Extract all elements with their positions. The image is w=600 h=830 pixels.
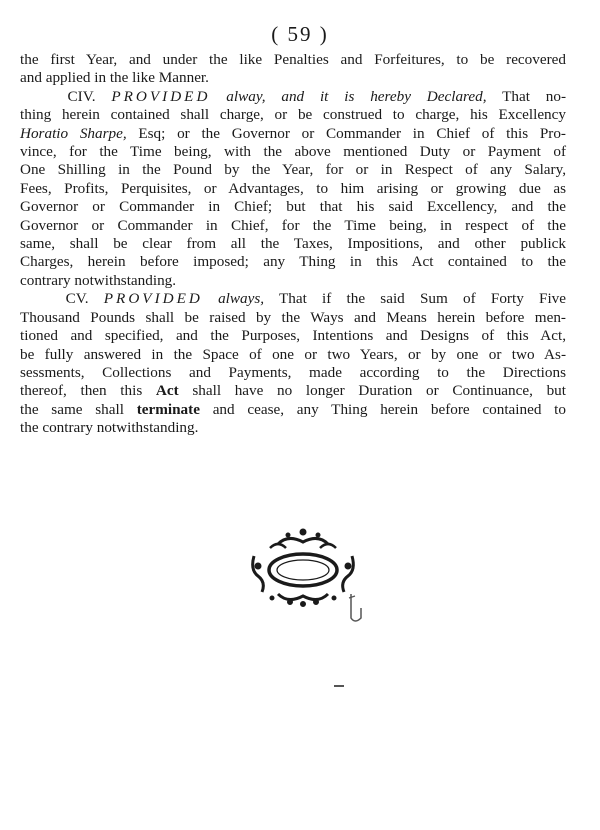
printers-ornament-icon bbox=[248, 526, 358, 610]
text-line: same, shall be clear from all the Taxes, Impositions, and other publick bbox=[20, 235, 566, 253]
text-line: Thousand Pounds shall be raised by the Ways and Means herein before men- bbox=[20, 308, 566, 326]
section-number: CIV. bbox=[67, 87, 96, 105]
text-line: Fees, Profits, Perquisites, or Advantages, to him arising or growing due as bbox=[20, 179, 566, 197]
text-line: thing herein contained shall charge, or be construed to charge, his Excellency bbox=[20, 106, 566, 124]
text-line: the contrary notwithstanding. bbox=[20, 419, 199, 437]
stray-ink-mark-icon bbox=[345, 590, 369, 626]
text-line: the first Year, and under the like Penalties and Forfeitures, to be recovered bbox=[20, 51, 566, 68]
proviso-keyword: PROVIDED bbox=[111, 87, 211, 105]
text-line: One Shilling in the Pound by the Year, for or in Respect of any Salary, bbox=[20, 161, 566, 179]
stray-ink-dash-icon bbox=[334, 684, 344, 688]
text-line: tioned and specified, and the Purposes, Intentions and Designs of this Act, bbox=[20, 327, 566, 345]
proviso-keyword: PROVIDED bbox=[103, 290, 203, 308]
section-cv-heading-line: CV. PROVIDED always, That if the said Sum of Forty Five bbox=[65, 290, 567, 308]
section-civ-heading-line: CIV. PROVIDED alway, and it is hereby Declared, That no- bbox=[67, 87, 567, 105]
text-line: Governor or Commander in Chief; but that his said Excellency, and the bbox=[20, 198, 566, 216]
text-line: and applied in the like Manner. bbox=[20, 69, 209, 87]
text-line: the same shall terminate and cease, any Thing herein before contained to bbox=[20, 400, 567, 418]
text-line: sessments, Collections and Payments, made according to the Directions bbox=[20, 363, 566, 381]
text-line: contrary notwithstanding. bbox=[20, 271, 177, 289]
text-line: Charges, herein before imposed; any Thing in this Act contained to the bbox=[20, 253, 566, 271]
person-name: Horatio Sharpe, bbox=[20, 124, 127, 142]
text-line: Governor or Commander in Chief, for the Time being, in respect of the bbox=[20, 216, 566, 234]
text-line: vince, for the Time being, with the above mentioned Duty or Payment of bbox=[20, 143, 566, 161]
body-text bbox=[20, 51, 566, 438]
section-number: CV. bbox=[65, 290, 89, 308]
page-number: ( 59 ) bbox=[271, 22, 329, 46]
text-line: Horatio Sharpe, Esq; or the Governor or Commander in Chief of this Pro- bbox=[20, 124, 566, 142]
text-line: thereof, then this Act shall have no longer Duration or Continuance, but bbox=[20, 382, 566, 400]
text-line: be fully answered in the Space of one or two Years, or by one or two As- bbox=[20, 345, 566, 363]
